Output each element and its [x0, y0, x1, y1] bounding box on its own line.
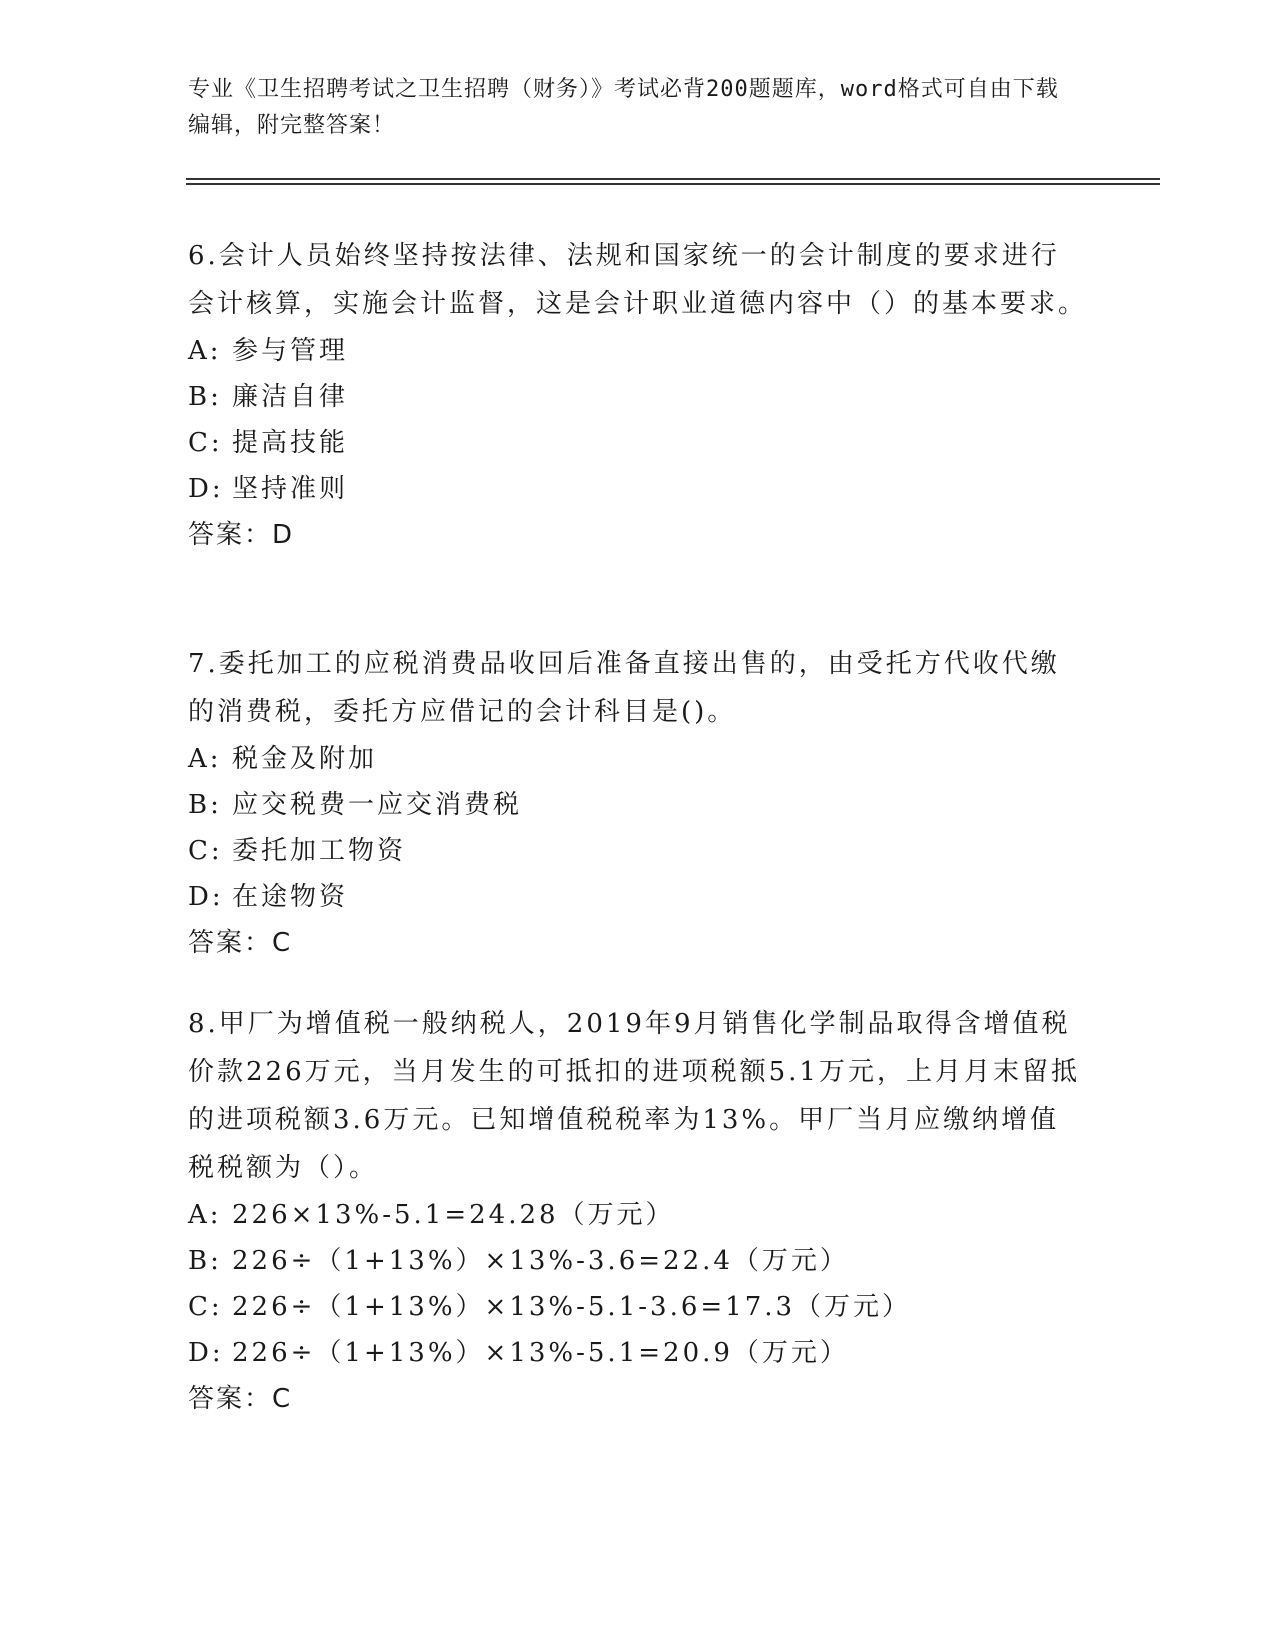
header-divider-top [186, 178, 1160, 180]
option-text: 廉洁自律 [232, 382, 349, 412]
question-stem: 6.会计人员始终坚持按法律、法规和国家统一的会计制度的要求进行会计核算，实施会计监督，这是会计职业道德内容中（）的基本要求。 [188, 241, 1088, 319]
option-a [188, 328, 1088, 374]
question-8 [188, 1000, 1088, 1422]
option-c [188, 420, 1088, 466]
answer-line: 答案：C [188, 928, 293, 958]
option-letter: A: [188, 336, 222, 366]
option-d [188, 1330, 1088, 1376]
option-text: 226÷（1+13%）×13%-5.1-3.6=17.3（万元） [232, 1292, 912, 1322]
option-letter: C: [188, 836, 223, 866]
option-letter: B: [188, 790, 222, 820]
option-b [188, 782, 1088, 828]
option-text: 在途物资 [232, 882, 349, 912]
option-text: 坚持准则 [232, 474, 349, 504]
option-b [188, 374, 1088, 420]
option-b [188, 1238, 1088, 1284]
option-text: 应交税费一应交消费税 [232, 790, 523, 820]
option-letter: D: [188, 474, 224, 504]
option-text: 226×13%-5.1=24.28（万元） [232, 1200, 675, 1230]
option-letter: D: [188, 882, 224, 912]
document-header: 专业《卫生招聘考试之卫生招聘（财务）》考试必背200题题库，word格式可自由下载编辑，附完整答案！ [188, 77, 1059, 138]
option-d [188, 874, 1088, 920]
option-letter: C: [188, 428, 223, 458]
option-d [188, 466, 1088, 512]
header-divider-bottom [186, 183, 1160, 185]
question-stem: 7.委托加工的应税消费品收回后准备直接出售的，由受托方代收代缴的消费税，委托方应借记的会计科目是()。 [188, 649, 1060, 727]
option-text: 委托加工物资 [232, 836, 407, 866]
option-a [188, 736, 1088, 782]
option-text: 226÷（1+13%）×13%-3.6=22.4（万元） [232, 1246, 849, 1276]
option-a [188, 1192, 1088, 1238]
option-letter: A: [188, 744, 222, 774]
option-letter: B: [188, 382, 222, 412]
question-7 [188, 640, 1088, 966]
option-letter: A: [188, 1200, 222, 1230]
option-c [188, 1284, 1088, 1330]
answer-line: 答案：D [188, 520, 295, 550]
option-text: 参与管理 [232, 336, 349, 366]
option-c [188, 828, 1088, 874]
option-letter: C: [188, 1292, 223, 1322]
option-text: 提高技能 [232, 428, 349, 458]
question-6 [188, 232, 1088, 558]
option-letter: D: [188, 1338, 224, 1368]
option-letter: B: [188, 1246, 222, 1276]
option-text: 226÷（1+13%）×13%-5.1=20.9（万元） [232, 1338, 849, 1368]
answer-line: 答案：C [188, 1384, 293, 1414]
option-text: 税金及附加 [232, 744, 378, 774]
question-stem: 8.甲厂为增值税一般纳税人，2019年9月销售化学制品取得含增值税价款226万元，当月发生的可抵扣的进项税额5.1万元，上月月末留抵的进项税额3.6万元。已知增值税税率为13%。甲厂当月应缴纳增值税税额为（）。 [188, 1009, 1080, 1183]
